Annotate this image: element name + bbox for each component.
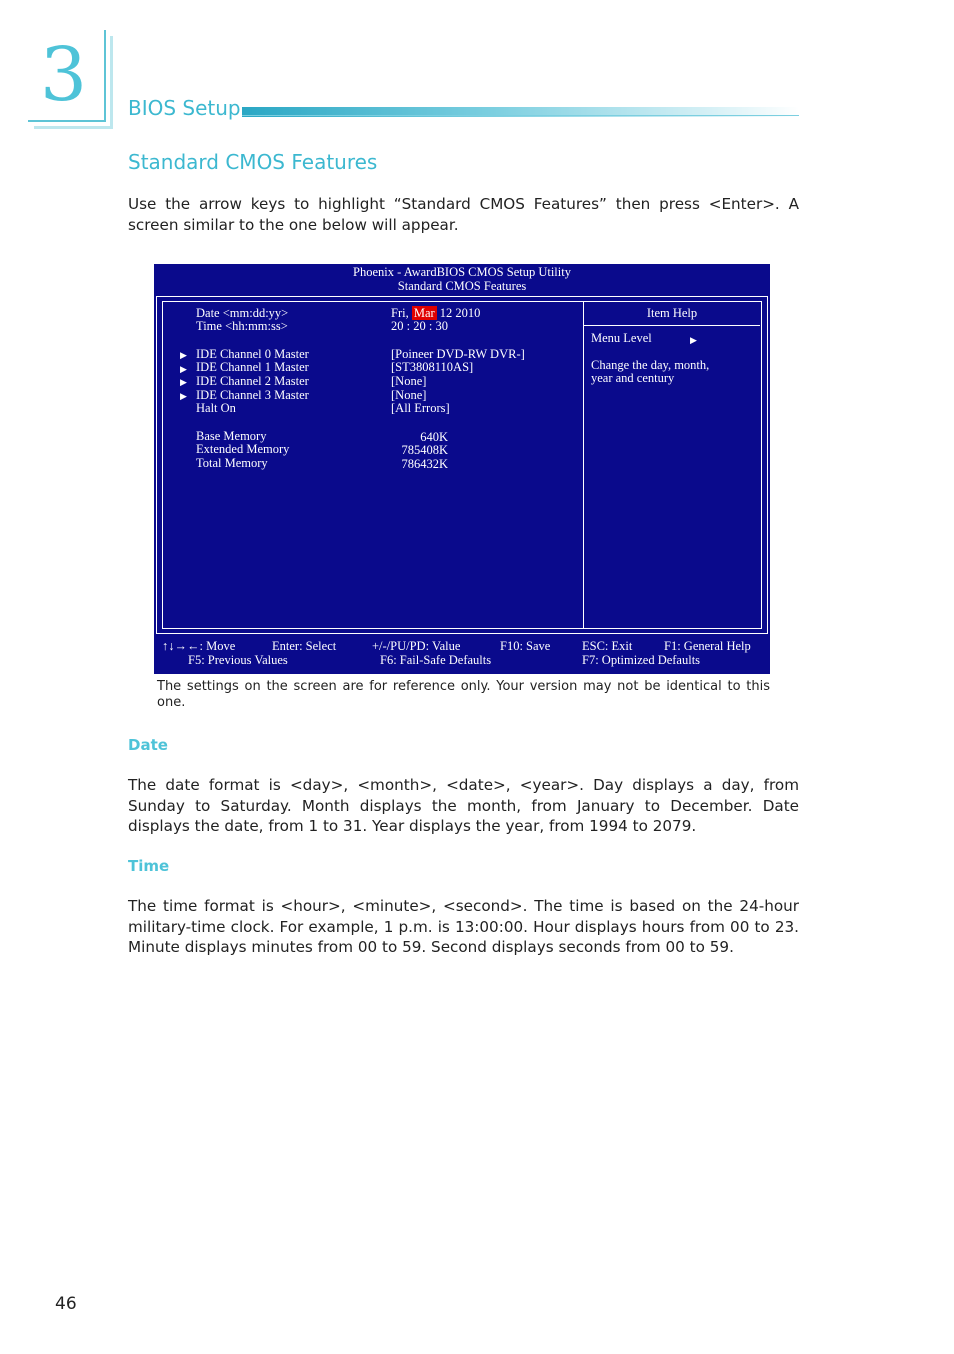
- bios-halt-on-label: Halt On: [196, 401, 236, 415]
- menu-level-arrow-icon: ▶: [690, 335, 697, 345]
- bios-ide3-label[interactable]: IDE Channel 3 Master: [196, 388, 309, 402]
- bios-ide2-label[interactable]: IDE Channel 2 Master: [196, 374, 309, 388]
- date-heading: Date: [128, 736, 168, 754]
- bios-divider: [583, 302, 584, 628]
- date-paragraph: The date format is <day>, <month>, <date>, <year>. Day displays a day, from Sunday to Saturday. Month displays the month, from January to December. Date displays the date, from 1 to 31. Year displays the year, from 1994 to 2079.: [128, 776, 799, 835]
- bios-halt-on-value[interactable]: [All Errors]: [391, 401, 450, 415]
- bios-date-day: Fri,: [391, 306, 409, 320]
- screenshot-caption: The settings on the screen are for reference only. Your version may not be identical to this one.: [157, 679, 770, 710]
- bios-date-value[interactable]: [391, 306, 480, 320]
- bios-footer-failsafe: F6: Fail-Safe Defaults: [380, 653, 492, 667]
- bios-extended-memory-label: Extended Memory: [196, 442, 290, 456]
- bios-ide3-value: [None]: [391, 388, 427, 402]
- time-paragraph: The time format is <hour>, <minute>, <second>. The time is based on the 24-hour military-time clock. For example, 1 p.m. is 13:00:00. Hour displays hours from 00 to 23. Minute displays minutes from 00 to 59. Second displays seconds from 00 to 59.: [128, 897, 799, 956]
- intro-paragraph: Use the arrow keys to highlight “Standard CMOS Features” then press <Enter>. A screen similar to the one below will appear.: [128, 195, 799, 234]
- bios-footer-optimized: F7: Optimized Defaults: [582, 653, 701, 667]
- bios-footer-move: ↑↓→←: Move: [162, 639, 236, 653]
- bios-base-memory-label: Base Memory: [196, 429, 267, 443]
- submenu-arrow-icon: ▶: [180, 377, 187, 387]
- bios-footer-help: F1: General Help: [664, 639, 751, 653]
- bios-ide2-value: [None]: [391, 374, 427, 388]
- time-heading: Time: [128, 857, 170, 875]
- bios-screenshot: [154, 264, 770, 674]
- bios-screen-title: Standard CMOS Features: [397, 279, 527, 293]
- bios-footer-exit: ESC: Exit: [582, 639, 633, 653]
- bios-help-divider: [584, 325, 760, 326]
- bios-base-memory-value: 640K: [420, 430, 448, 444]
- bios-time-value[interactable]: 20 : 20 : 30: [391, 319, 448, 333]
- submenu-arrow-icon: ▶: [180, 391, 187, 401]
- bios-ide1-value: [ST3808110AS]: [391, 360, 474, 374]
- page-number: 46: [55, 1294, 77, 1314]
- bios-help-text-2: year and century: [591, 371, 675, 385]
- chapter-number: 3: [40, 32, 88, 118]
- bios-date-rest: 12 2010: [439, 306, 481, 320]
- bios-ide1-label[interactable]: IDE Channel 1 Master: [196, 360, 309, 374]
- section-title: BIOS Setup: [128, 96, 241, 120]
- bios-total-memory-label: Total Memory: [196, 456, 268, 470]
- bios-time-label: Time <hh:mm:ss>: [196, 319, 288, 333]
- bios-total-memory-value: 786432K: [401, 457, 448, 471]
- bios-footer-value: +/-/PU/PD: Value: [372, 639, 461, 653]
- title-line-decoration: [242, 115, 799, 116]
- submenu-arrow-icon: ▶: [180, 364, 187, 374]
- bios-footer-previous: F5: Previous Values: [188, 653, 288, 667]
- bios-date-label: Date <mm:dd:yy>: [196, 306, 289, 320]
- bios-help-text-1: Change the day, month,: [591, 358, 710, 372]
- submenu-arrow-icon: ▶: [180, 350, 187, 360]
- bios-date-month-highlight[interactable]: Mar: [413, 306, 435, 320]
- bios-extended-memory-value: 785408K: [401, 443, 448, 457]
- bios-ide0-value: [Poineer DVD-RW DVR-]: [391, 347, 525, 361]
- bios-footer-save: F10: Save: [500, 639, 551, 653]
- bios-menu-level: Menu Level: [591, 331, 652, 345]
- bios-ide0-label[interactable]: IDE Channel 0 Master: [196, 347, 309, 361]
- bios-footer-select: Enter: Select: [272, 639, 337, 653]
- page-heading: Standard CMOS Features: [128, 150, 378, 174]
- bios-utility-title: Phoenix - AwardBIOS CMOS Setup Utility: [353, 265, 571, 279]
- bios-item-help-title: Item Help: [646, 306, 698, 320]
